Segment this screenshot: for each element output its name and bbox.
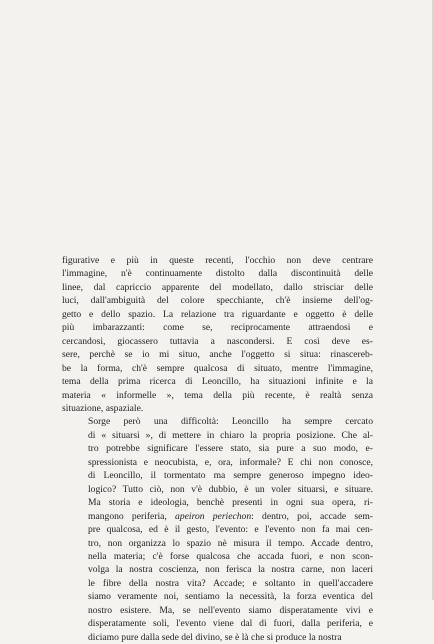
text-line: materia « informelle », tema della più recente, è realtà senza (62, 389, 373, 401)
text-line: tro potrebbe significare l'essere stato, sia pure a suo modo, e- (88, 443, 373, 455)
text-line: le fibre della nostra vita? Accade; e soltanto in quell'accadere (88, 577, 373, 589)
text-line: mangono periferia, apeiron periechon: dentro, poi, accade sem- (88, 510, 373, 522)
text-line: volga la nostra coscienza, non ferisca la nostra carne, non laceri (88, 564, 373, 576)
text-line: sere, perchè se io mi situo, anche l'oggetto si situa: rinascereb- (62, 349, 373, 361)
text-line: diciamo pure dalla sede del divino, se è là che si produce la nostra (88, 631, 342, 643)
text-line: tro, non organizza lo spazio nè misura il tempo. Accade dentro, (88, 537, 373, 549)
text-line: nostro esistere. Ma, se nell'evento siamo disperatamente vivi e (88, 604, 373, 616)
text-line: più imbarazzanti: come se, reciprocamente attraendosi e (62, 322, 373, 334)
text-line: cercandosi, giocassero tuttavia a nascondersi. E così deve es- (62, 335, 373, 347)
text-line: figurative e più in queste recenti, l'occhio non deve centrare (62, 255, 373, 266)
text-line: nella materia; c'è forse qualcosa che accada fuori, e non scon- (88, 550, 373, 562)
text-line: tema della prima ricerca di Leoncillo, ha situazioni infinite e la (62, 376, 373, 388)
text-line: di « situarsi », di mettere in chiaro la propria posizione. Che al- (88, 429, 373, 441)
text-line: linee, dal capriccio apparente del modellato, dallo strisciar delle (62, 281, 373, 293)
text-line: di Leoncillo, il tormentato ma sempre generoso impegno ideo- (88, 470, 373, 482)
text-line: Sorge però una difficoltà: Leoncillo ha sempre cercato (88, 416, 373, 428)
text-line: spressionista e neocubista, e, ora, informale? E chi non conosce, (88, 456, 373, 468)
text-line: getto e dello spazio. La relazione tra riguardante e oggetto è delle (62, 308, 373, 320)
paragraph-2 (62, 415, 373, 644)
text-line: logico? Tutto ciò, non v'è dubbio, è un voler situarsi, e situare. (88, 483, 373, 495)
body-text (62, 254, 373, 644)
text-line: be la forma, ch'è sempre qualcosa di situato, mentre l'immagine, (62, 362, 373, 374)
text-line: disperatamente soli, l'evento viene dal di fuori, dalla periferia, e (88, 618, 373, 630)
paragraph-1 (62, 254, 373, 415)
text-line: luci, dall'ambiguità del colore specchiante, ch'è insieme dell'og- (62, 295, 373, 307)
text-line: situazione, aspaziale. (62, 402, 144, 414)
text-line: siamo veramente noi, sentiamo la necessità, la forza eventica del (88, 591, 373, 603)
text-line: l'immagine, n'è continuamente distolto dalla discontinuità delle (62, 268, 373, 280)
text-line: Ma storia e ideologia, benchè presenti in ogni sua opera, ri- (88, 497, 373, 509)
text-line: pre qualcosa, ed è il gesto, l'evento: e l'evento non fa mai cen- (88, 524, 373, 536)
